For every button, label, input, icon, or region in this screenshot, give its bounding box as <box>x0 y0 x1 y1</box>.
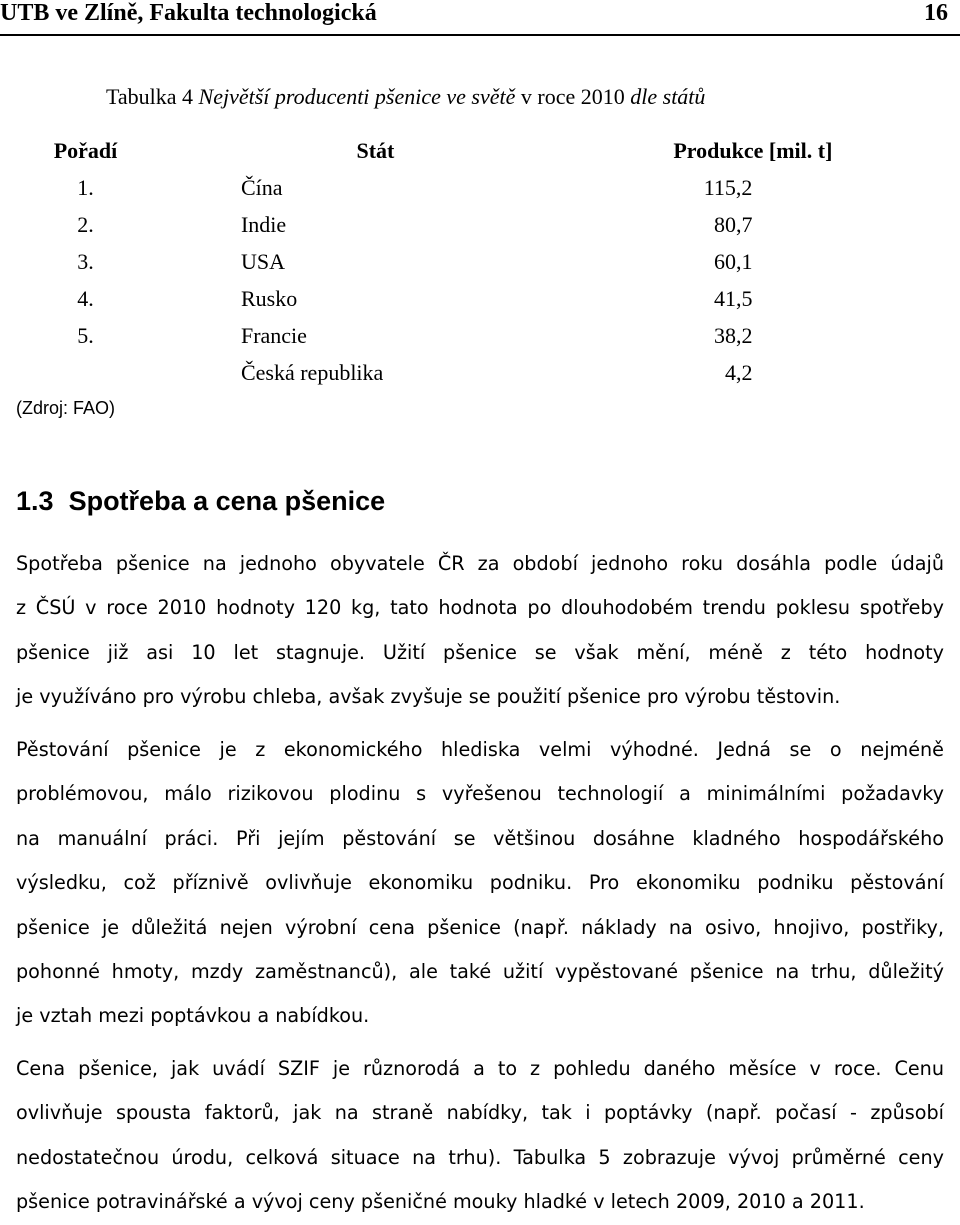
production-value: 60,1 <box>713 249 753 274</box>
paragraph-line: pohonné hmoty, mzdy zaměstnanců), ale také užití vypěstované pšenice na trhu, důležitý <box>16 960 944 984</box>
paragraph-1 <box>16 542 944 720</box>
paragraph-line: výsledku, což příznivě ovlivňuje ekonomiku podniku. Pro ekonomiku podniku pěstování <box>16 871 944 895</box>
production-cell <box>580 206 833 243</box>
paragraph-2 <box>16 728 944 1039</box>
paragraph-line: pšenice je důležitá nejen výrobní cena pšenice (např. náklady na osivo, hnojivo, postřiky, <box>16 915 944 939</box>
country-cell: Česká republika <box>240 360 384 385</box>
paragraph-line: Spotřeba pšenice na jednoho obyvatele ČR za období jednoho roku dosáhla podle údajů <box>16 552 944 575</box>
paragraph-line: je vztah mezi poptávkou a nabídkou. <box>16 1004 370 1028</box>
table-row <box>0 317 960 354</box>
page-header <box>0 0 960 36</box>
paragraph-line: na manuální práci. Při jejím pěstování se většinou dosáhne kladného hospodářského <box>16 826 944 850</box>
table-row <box>0 169 960 206</box>
production-value: 115,2 <box>703 175 753 200</box>
header-country: Stát <box>356 138 395 163</box>
table-source: (Zdroj: FAO) <box>16 398 116 418</box>
rank-cell: 4. <box>77 286 94 311</box>
caption-italic-1: Největší producenti pšenice ve světě <box>198 84 516 109</box>
section-heading <box>16 486 385 517</box>
table-row <box>0 206 960 243</box>
rank-cell: 2. <box>77 212 94 237</box>
rank-cell: 5. <box>77 323 94 348</box>
country-cell: Francie <box>240 323 307 348</box>
wheat-producers-table <box>0 132 960 391</box>
caption-prefix: Tabulka 4 <box>106 84 199 109</box>
rank-cell: 1. <box>77 175 94 200</box>
paragraph-line: Cena pšenice, jak uvádí SZIF je různorodá a to z pohledu daného měsíce v roce. Cenu <box>16 1057 944 1080</box>
table-row <box>0 280 960 317</box>
production-cell <box>580 280 833 317</box>
production-cell <box>580 317 833 354</box>
country-cell: Indie <box>240 212 287 237</box>
table-row <box>0 354 960 391</box>
rank-cell: 3. <box>77 249 94 274</box>
paragraph-line: je využíváno pro výrobu chleba, avšak zvyšuje se použití pšenice pro výrobu těstovin. <box>16 685 841 709</box>
production-value: 41,5 <box>713 286 753 311</box>
paragraph-line: pšenice potravinářské a vývoj ceny pšeničné mouky hladké v letech 2009, 2010 a 2011. <box>16 1190 865 1214</box>
header-production: Produkce [mil. t] <box>673 138 833 163</box>
production-cell <box>580 354 833 391</box>
production-cell <box>580 169 833 206</box>
production-value: 4,2 <box>724 360 753 385</box>
production-value: 80,7 <box>713 212 753 237</box>
paragraph-line: Pěstování pšenice je z ekonomického hlediska velmi výhodné. Jedná se o nejméně <box>16 738 944 761</box>
paragraph-line: nedostatečnou úrodu, celková situace na trhu). Tabulka 5 zobrazuje vývoj průměrné ceny <box>16 1145 944 1169</box>
production-value: 38,2 <box>713 323 753 348</box>
table-row <box>0 243 960 280</box>
paragraph-line: z ČSÚ v roce 2010 hodnoty 120 kg, tato hodnota po dlouhodobém trendu poklesu spotřeby <box>16 596 944 620</box>
caption-italic-2: dle států <box>630 84 706 109</box>
paragraph-line: problémovou, málo rizikovou plodinu s vyřešenou technologií a minimálními požadavky <box>16 782 944 806</box>
production-cell <box>580 243 833 280</box>
country-cell: Rusko <box>240 286 298 311</box>
table-caption <box>106 84 705 110</box>
paragraph-line: ovlivňuje spousta faktorů, jak na straně nabídky, tak i poptávky (např. počasí - způsobí <box>16 1101 944 1125</box>
paragraph-line: pšenice již asi 10 let stagnuje. Užití pšenice se však mění, méně z této hodnoty <box>16 640 944 664</box>
section-number: 1.3 <box>16 486 54 516</box>
header-title: UTB ve Zlíně, Fakulta technologická <box>0 0 377 26</box>
paragraph-3 <box>16 1047 944 1225</box>
country-cell: USA <box>240 249 285 274</box>
caption-middle: v roce 2010 <box>515 84 631 109</box>
rank-cell <box>0 354 171 391</box>
table-header-row <box>0 132 960 169</box>
section-title: Spotřeba a cena pšenice <box>68 486 386 516</box>
country-cell: Čína <box>240 175 283 200</box>
header-rank: Pořadí <box>53 138 118 163</box>
page-number: 16 <box>924 0 948 26</box>
